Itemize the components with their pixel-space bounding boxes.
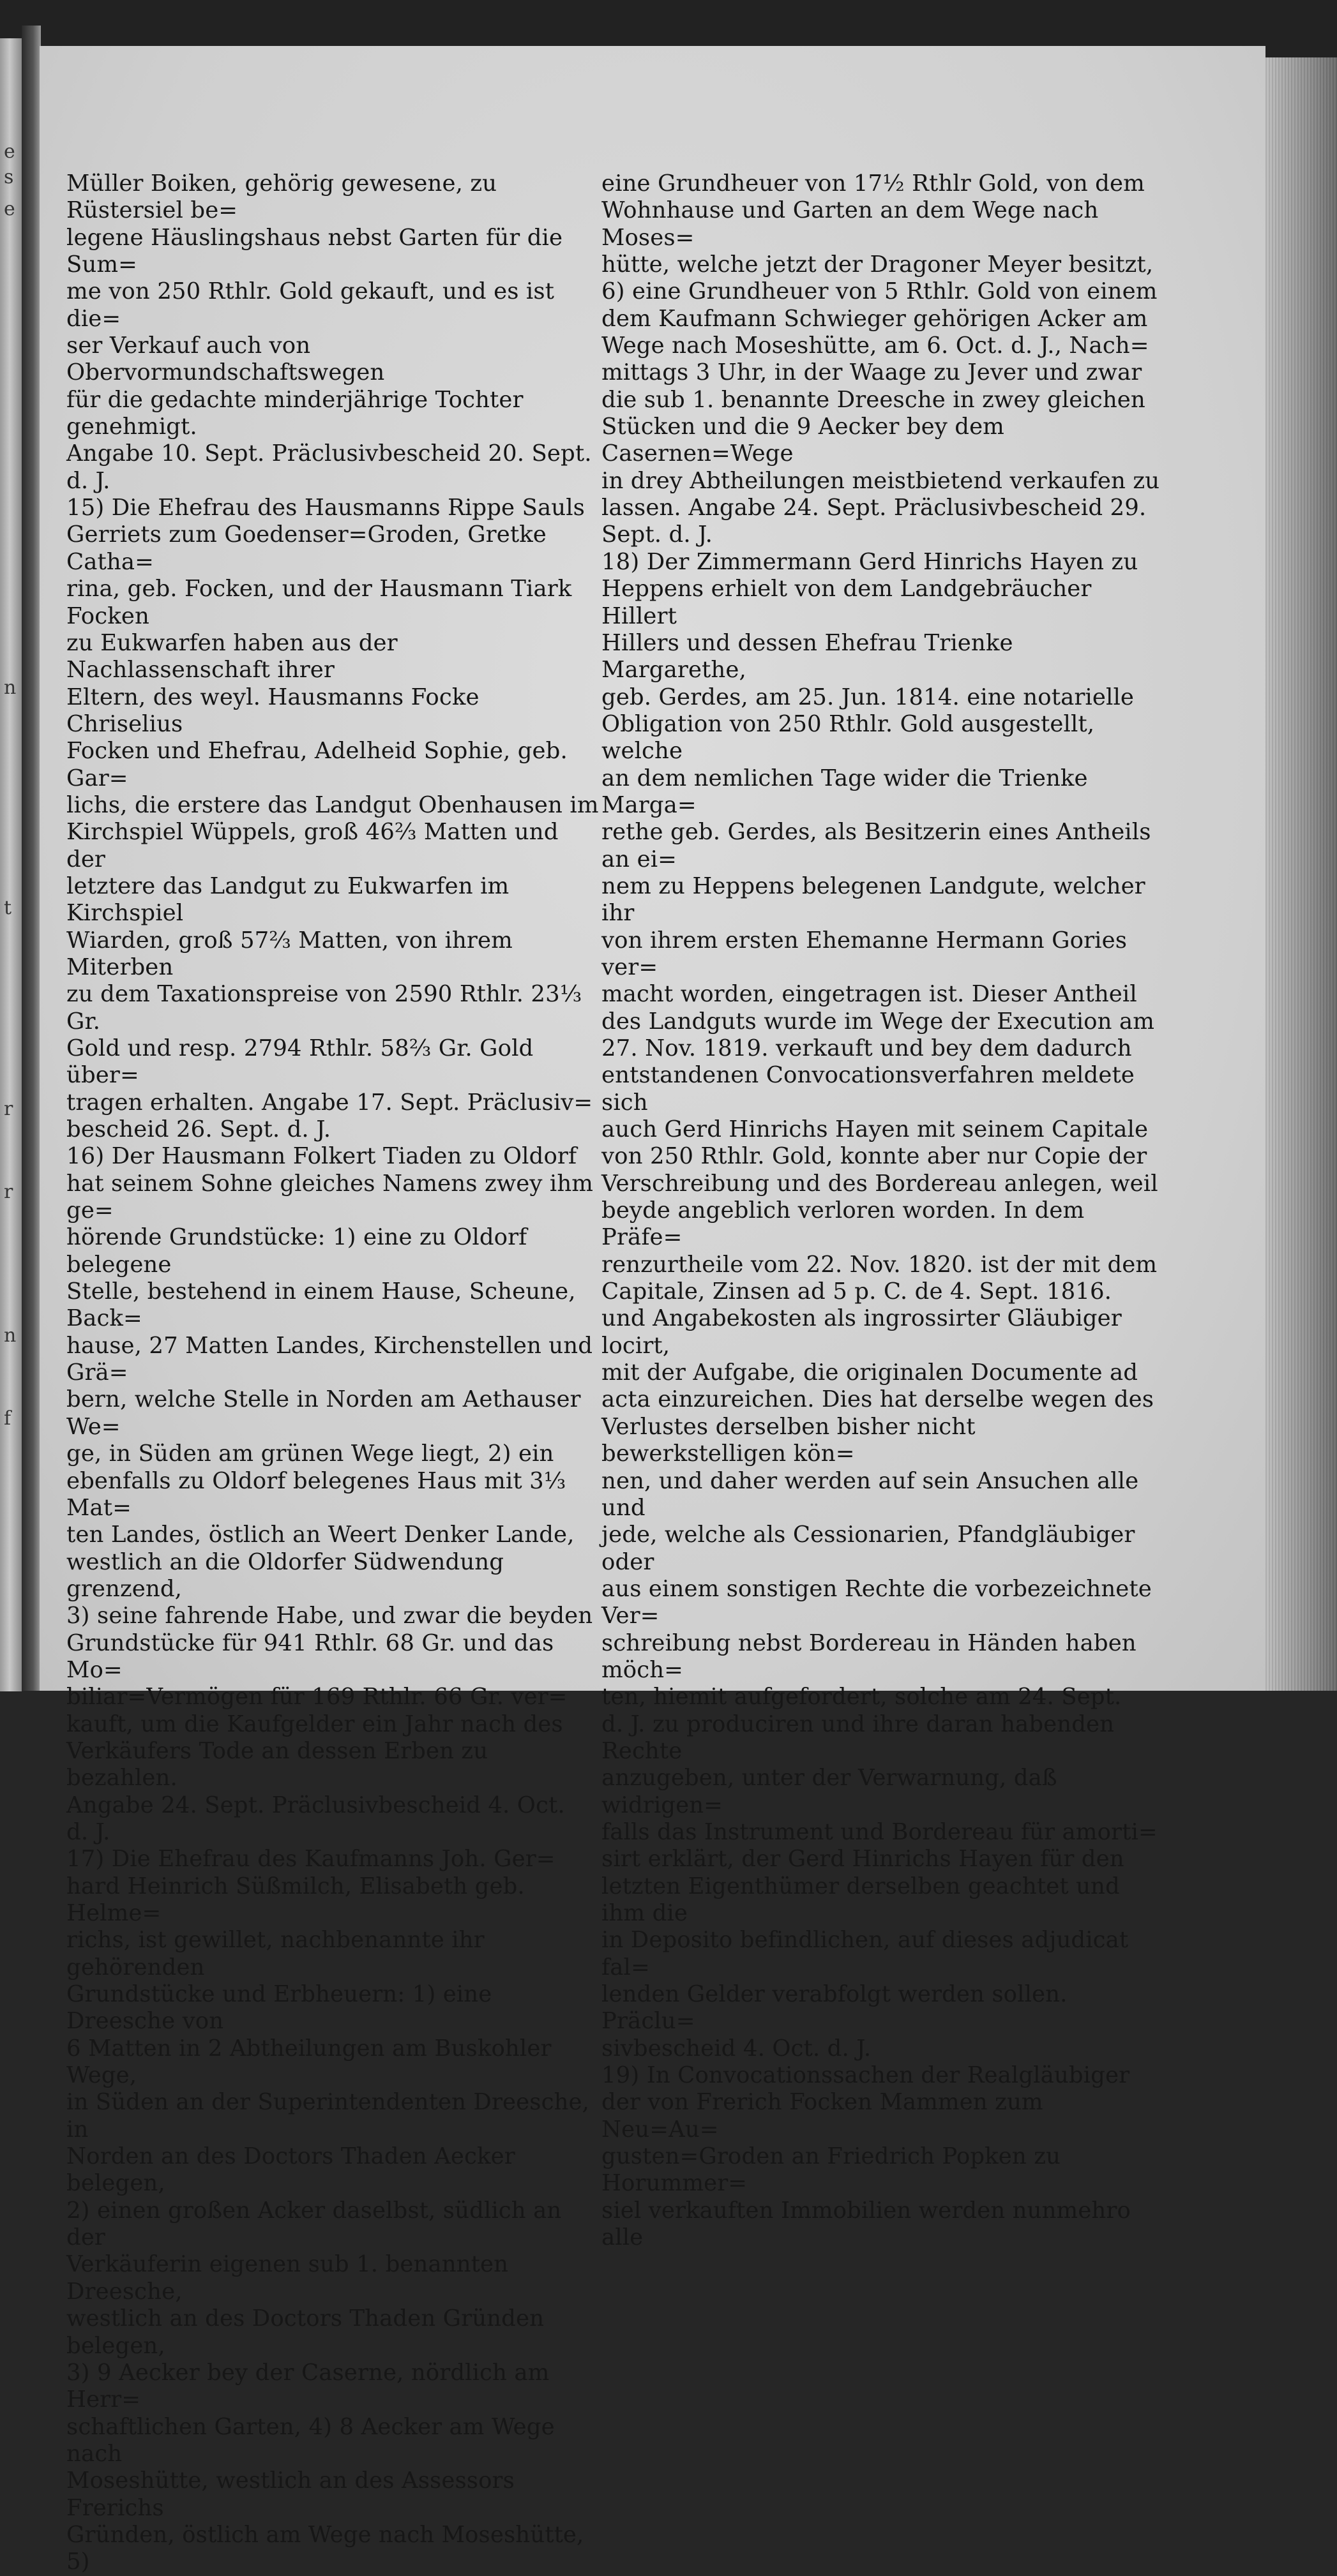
prev-page-mark: n bbox=[4, 677, 17, 699]
prev-page-mark: r bbox=[4, 1098, 13, 1120]
page-fore-edge bbox=[1265, 57, 1337, 1691]
paragraph: 18) Der Zimmermann Gerd Hinrichs Hayen zu Heppens erhielt von dem Landgebräucher Hillert Hillers und dessen Ehefrau Trienke Margarethe, geb. Gerdes, am 25. Jun. 1814. eine notarielle Obligation von 250 Rthlr. Gold ausgestellt, welche an dem nemlichen Tage wider die Trienke Marga= rethe geb. Gerdes, als Besitzerin eines Antheils an ei= nem zu Heppens belegenen Landgute, welcher ihr von ihrem ersten Ehemanne Hermann Gories ver= macht worden, eingetragen ist. Dieser Antheil des Landguts wurde im Wege der Execution am 27. Nov. 1819. verkauft und bey dem dadurch entstandenen Convocationsverfahren meldete sich auch Gerd Hinrichs Hayen mit seinem Capitale von 250 Rthlr. Gold, konnte aber nur Copie der Verschreibung und des Bordereau anlegen, weil beyde angeblich verloren worden. In dem Präfe= renzurtheile vom 22. Nov. 1820. ist der mit dem Capitale, Zinsen ad 5 p. C. de 4. Sept. 1816. und Angabekosten als ingrossirter Gläubiger locirt, mit der Aufgabe, die originalen Documente ad acta einzureichen. Dies hat derselbe wegen des Verlustes derselben bisher nicht bewerkstelligen kön= nen, und daher werden auf sein Ansuchen alle und jede, welche als Cessionarien, Pfandgläubiger oder aus einem sonstigen Rechte die vorbezeichnete Ver= schreibung nebst Bordereau in Händen haben möch= ten, hiemit aufgefordert, solche am 24. Sept. d. J. zu produciren und ihre daran habenden Rechte anzugeben, unter der Verwarnung, daß widrigen= falls das Instrument und Bordereau für amorti= sirt erklärt, der Gerd Hinrichs Hayen für den letzten Eigenthümer derselben geachtet und ihm die in Deposito befindlichen, auf dieses adjudicat fal= lenden Gelder verabfolgt werden sollen. Präclu= sivbescheid 4. Oct. d. J. bbox=[601, 548, 1158, 2062]
paragraph: 16) Der Hausmann Folkert Tiaden zu Oldorf hat seinem Sohne gleiches Namens zwey ihm ge= hörende Grundstücke: 1) eine zu Oldorf belegene Stelle, bestehend in einem Hause, Scheune, Back= hause, 27 Matten Landes, Kirchenstellen und Grä= bern, welche Stelle in Norden am Aethauser We= ge, in Süden am grünen Wege liegt, 2) ein ebenfalls zu Oldorf belegenes Haus mit 3⅓ Mat= ten Landes, östlich an Weert Denker Lande, westlich an die Oldorfer Südwendung grenzend, 3) seine fahrende Habe, und zwar die beyden Grundstücke für 941 Rthlr. 68 Gr. und das Mo= biliar=Vermögen für 169 Rthlr. 66 Gr. ver= kauft, um die Kaufgelder ein Jahr nach des Verkäufers Tode an dessen Erben zu bezahlen. Angabe 24. Sept. Präclusivbescheid 4. Oct. d. J. bbox=[66, 1143, 594, 1845]
prev-page-mark: t bbox=[4, 897, 12, 919]
right-column bbox=[601, 170, 1163, 2251]
prev-page-mark: e bbox=[4, 140, 15, 163]
paragraph: 17) Die Ehefrau des Kaufmanns Joh. Ger= hard Heinrich Süßmilch, Elisabeth geb. Helme= richs, ist gewillet, nachbenannte ihr gehörenden Grundstücke und Erbheuern: 1) eine Dreesche von 6 Matten in 2 Abtheilungen am Buskohler Wege, in Süden an der Superintendenten Dreesche, in Norden an des Doctors Thaden Aecker belegen, 2) einen großen Acker daselbst, südlich an der Verkäuferin eigenen sub 1. benannten Dreesche, westlich an des Doctors Thaden Gründen belegen, 3) 9 Aecker bey der Caserne, nördlich am Herr= schaftlichen Garten, 4) 8 Aecker am Wege nach Moseshütte, westlich an des Assessors Frerichs Gründen, östlich am Wege nach Moseshütte, 5) bbox=[66, 1846, 590, 2575]
book-gutter bbox=[22, 26, 41, 1691]
paragraph: 19) In Convocationssachen der Realgläubiger der von Frerich Focken Mammen zum Neu=Au= gusten=Groden an Friedrich Popken zu Horummer= siel verkauften Immobilien werden nunmehro alle bbox=[601, 2062, 1131, 2251]
prev-page-mark: e bbox=[4, 198, 15, 220]
paragraph: Müller Boiken, gehörig gewesene, zu Rüstersiel be= legene Häuslingshaus nebst Garten für die Sum= me von 250 Rthlr. Gold gekauft, und es ist die= ser Verkauf auch von Obervormundschaftswegen für die gedachte minderjährige Tochter genehmigt. Angabe 10. Sept. Präclusivbescheid 20. Sept. d. J. bbox=[66, 170, 592, 494]
prev-page-mark: s bbox=[4, 166, 14, 188]
paragraph: eine Grundheuer von 17½ Rthlr Gold, von dem Wohnhause und Garten an dem Wege nach Moses= hütte, welche jetzt der Dragoner Meyer besitzt, 6) eine Grundheuer von 5 Rthlr. Gold von einem dem Kaufmann Schwieger gehörigen Acker am Wege nach Moseshütte, am 6. Oct. d. J., Nach= mittags 3 Uhr, in der Waage zu Jever und zwar die sub 1. benannte Dreesche in zwey gleichen Stücken und die 9 Aecker bey dem Casernen=Wege in drey Abtheilungen meistbietend verkaufen zu lassen. Angabe 24. Sept. Präclusivbescheid 29. Sept. d. J. bbox=[601, 170, 1160, 548]
prev-page-mark: r bbox=[4, 1181, 13, 1203]
paragraph: 15) Die Ehefrau des Hausmanns Rippe Sauls Gerriets zum Goedenser=Groden, Gretke Catha= rina, geb. Focken, und der Hausmann Tiark Focken zu Eukwarfen haben aus der Nachlassenschaft ihrer Eltern, des weyl. Hausmanns Focke Chriselius Focken und Ehefrau, Adelheid Sophie, geb. Gar= lichs, die erstere das Landgut Obenhausen im Kirchspiel Wüppels, groß 46⅔ Matten und der letztere das Landgut zu Eukwarfen im Kirchspiel Wiarden, groß 57⅔ Matten, von ihrem Miterben zu dem Taxationspreise von 2590 Rthlr. 23⅓ Gr. Gold und resp. 2794 Rthlr. 58⅔ Gr. Gold über= tragen erhalten. Angabe 17. Sept. Präclusiv= bescheid 26. Sept. d. J. bbox=[66, 495, 599, 1143]
prev-page-mark: n bbox=[4, 1324, 17, 1347]
left-column bbox=[66, 170, 603, 2576]
document-page bbox=[40, 46, 1265, 2575]
prev-page-mark: f bbox=[4, 1407, 11, 1430]
previous-page-edge bbox=[0, 38, 22, 1691]
